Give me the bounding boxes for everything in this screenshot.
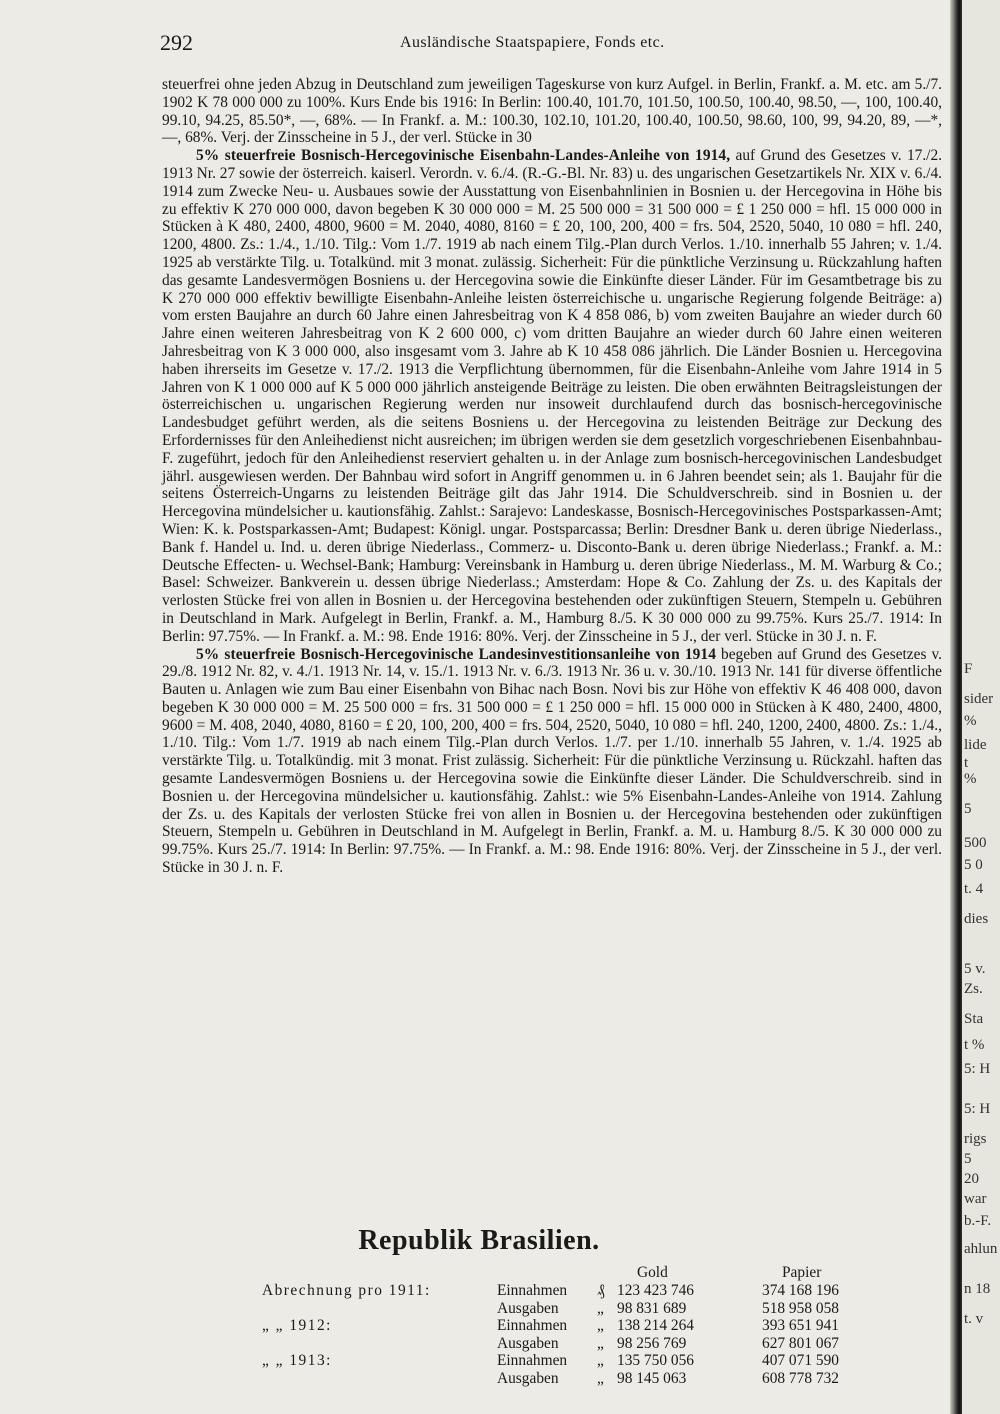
row-label: „ „ 1912: xyxy=(262,1317,332,1335)
adjacent-page-fragment: Sta xyxy=(964,1011,984,1027)
table-row xyxy=(262,1370,882,1388)
adjacent-page-fragment: t xyxy=(964,755,969,771)
currency-mark: „ xyxy=(597,1334,604,1352)
row-kind: Einnahmen xyxy=(497,1282,568,1299)
paper-value: 518 958 058 xyxy=(762,1299,839,1317)
bond-heading: 5% steuerfreie Bosnisch-Hercegovinische Eisenbahn-Landes-Anleihe von 1914, xyxy=(196,147,731,165)
table-row xyxy=(262,1335,882,1353)
adjacent-page-fragment: % xyxy=(964,713,977,729)
adjacent-page-fragment: 500 xyxy=(964,835,987,851)
gold-value: 123 423 746 xyxy=(617,1282,694,1299)
bond-heading: 5% steuerfreie Bosnisch-Hercegovinische Landesinvestitionsanleihe von 1914 xyxy=(196,645,717,663)
budget-table xyxy=(262,1264,882,1388)
column-header-paper: Papier xyxy=(782,1264,822,1281)
section-title: Republik Brasilien. xyxy=(358,1225,600,1256)
adjacent-page-fragment: 5 v. xyxy=(964,961,986,977)
table-row xyxy=(262,1352,882,1370)
adjacent-page-edge xyxy=(962,0,1000,1414)
gold-value: 135 750 056 xyxy=(617,1352,694,1370)
table-row xyxy=(262,1282,882,1300)
adjacent-page-fragment: 5 0 xyxy=(964,857,983,873)
paper-value: 393 651 941 xyxy=(762,1317,839,1335)
paragraph-text: auf Grund des Gesetzes v. 17./2. 1913 Nr. 27 sowie der österreich. kaiserl. Verordn. v. 6./4. (R.-G.-Bl. Nr. 83) u. des ungarischen Gesetzartikels Nr. XIX v. 6./4. 1914 zum Zwecke Neu- u. Ausbaues sowie der Ausstattung von Eisenbahnlinien in Bosnien u. der Hercegovina in Höhe bis zu effektiv K 270 000 000, davon begeben K 30 000 000 = M. 25 500 000 = 31 500 000 = £ 1 250 000 = hfl. 15 000 000 in Stücken à K 480, 2400, 4800, 9600 = M. 2040, 4080, 8160 = £ 20, 100, 200, 400 = frs. 504, 2520, 5040, 10 080 = hfl. 240, 1200, 4800. Zs.: 1./4., 1./10. Tilg.: Vom 1./7. 1919 ab nach einem Tilg.-Plan durch Verlos. 1./10. innerhalb 55 Jahren; v. 1./4. 1925 ab verstärkte Tilg. u. Totalkünd. mit 3 monat. zulässig. Sicherheit: Für die pünktliche Verzinsung u. Rückzahlung haften das gesamte Landesvermögen Bosniens u. der Hercegovina sowie die Einkünfte dieser Länder. Für im Gesamtbetrage bis zu K 270 000 000 effektiv bewilligte Eisenbahn-Anleihe leisten österreichische u. ungarische Regierung folgende Beiträge: a) vom ersten Baujahre an durch 60 Jahre einen Jahresbeitrag von K 4 858 086, b) vom zweiten Baujahre an wieder durch 60 Jahre einen weiteren Jahresbeitrag von K 2 600 000, c) vom dritten Baujahre an wieder durch 60 Jahre einen weiteren Jahresbeitrag von K 3 000 000, also insgesamt vom 3. Jahre ab K 10 458 086 jährlich. Die Länder Bosnien u. Hercegovina haben ihrerseits im Gesetze v. 17./2. 1913 die Verpflichtung übernommen, für die Eisenbahn-Anleihe vom Jahre 1914 in 5 Jahren von K 1 000 000 auf K 5 000 000 jährlich ansteigende Beiträge zu leisten. Die oben erwähnten Beitragsleistungen der österreichischen u. ungarischen Regierung werden nur insoweit durchlaufend durch das bosnisch-hercegovinische Landesbudget geführt werden, als die seitens Bosniens u. der Hercegovina zu leistenden Beiträge zur Deckung des Erfordernisses für den Anleihedienst nicht ausreichen; im übrigen werden sie dem gesetzlich vorgeschriebenen Eisenbahnbau-F. zugeführt, jedoch für den Anleihedienst reserviert gehalten u. in der Anlage zum bosnisch-hercegovinischen Landesbudget jährl. ausgewiesen werden. Der Bahnbau wird sofort in Angriff genommen u. in 6 Jahren beendet sein; als 1. Baujahr für die seitens Österreich-Ungarns zu leistenden Beiträge gilt das Jahr 1914. Die Schuldverschreib. sind in Bosnien u. der Hercegovina mündelsicher u. kautionsfähig. Zahlst.: Sarajevo: Landeskasse, Bosnisch-Hercegovinisches Postsparkassen-Amt; Wien: K. k. Postsparkassen-Amt; Budapest: Königl. ungar. Postsparcassa; Berlin: Dresdner Bank u. deren übrige Niederlass., Bank f. Handel u. Ind. u. deren übrige Niederlass., Commerz- u. Disconto-Bank u. deren übrige Niederlass.; Frankf. a. M.: Deutsche Effecten- u. Wechsel-Bank; Hamburg: Vereinsbank in Hamburg u. deren übrige Niederlass., M. M. Warburg & Co.; Basel: Schweizer. Bankverein u. dessen übrige Niederlass.; Amsterdam: Hope & Co. Zahlung der Zs. u. des Kapitals der verlosten Stücke frei von allen in Bosnien u. der Hercegovina bestehenden oder zukünftigen Steuern, Stempeln u. Gebühren in Deutschland in Mark. Aufgelegt in Berlin, Frankf. a. M., Hamburg 8./5. K 30 000 000 zu 99.75%. Kurs 25./7. 1914: In Berlin: 97.75%. — In Frankf. a. M.: 98. Ende 1916: 80%. Verj. der Zinsscheine in 5 J., der verl. Stücke in 30 J. n. F. xyxy=(162,147,943,645)
adjacent-page-fragment: lide xyxy=(964,737,987,753)
adjacent-page-fragment: dies xyxy=(964,911,989,927)
currency-mark: „ xyxy=(597,1369,604,1387)
adjacent-page-fragment: Zs. xyxy=(964,981,983,997)
running-title: Ausländische Staatspapiere, Fonds etc. xyxy=(400,34,665,51)
paper-value: 608 778 732 xyxy=(762,1369,839,1387)
adjacent-page-fragment: 5 xyxy=(964,801,972,817)
adjacent-page-fragment: t. v xyxy=(964,1311,984,1327)
paper-value: 627 801 067 xyxy=(762,1334,839,1352)
body-text xyxy=(162,76,942,877)
adjacent-page-fragment: t. 4 xyxy=(964,881,984,897)
adjacent-page-fragment: t % xyxy=(964,1037,985,1053)
row-kind: Einnahmen xyxy=(497,1317,568,1335)
currency-mark: ₰ xyxy=(597,1282,605,1299)
adjacent-page-fragment: war xyxy=(964,1191,987,1207)
gold-value: 98 145 063 xyxy=(617,1369,687,1387)
adjacent-page-fragment: b.-F. xyxy=(964,1213,992,1229)
currency-mark: „ xyxy=(597,1352,604,1370)
table-header xyxy=(262,1264,882,1282)
paper-value: 407 071 590 xyxy=(762,1352,839,1370)
adjacent-page-fragment: % xyxy=(964,771,977,787)
paragraph xyxy=(162,76,942,147)
adjacent-page-fragment: 5 xyxy=(964,1151,972,1167)
adjacent-page-fragment: n 18 xyxy=(964,1281,991,1297)
row-kind: Einnahmen xyxy=(497,1352,568,1370)
adjacent-page-fragment: sider xyxy=(964,691,994,707)
page-number: 292 xyxy=(160,30,193,55)
row-label: Abrechnung pro 1911: xyxy=(262,1282,431,1299)
table-row xyxy=(262,1317,882,1335)
gold-value: 98 256 769 xyxy=(617,1334,687,1352)
gold-value: 138 214 264 xyxy=(617,1317,694,1335)
page-header xyxy=(160,30,940,60)
adjacent-page-fragment: rigs xyxy=(964,1131,987,1147)
paragraph-text: begeben auf Grund des Gesetzes v. 29./8. 1912 Nr. 82, v. 4./1. 1913 Nr. 14, v. 15./1. 1913 Nr. v. 6./3. 1913 Nr. 36 u. v. 30./10. 1913 Nr. 141 für diverse öffentliche Bauten u. Anlagen wie zum Bau einer Eisenbahn von Bihac nach Bosn. Novi bis zur Höhe von effektiv K 46 408 000, davon begeben K 30 000 000 = M. 25 500 000 = frs. 31 500 000 = £ 1 250 000 = hfl. 15 000 000 in Stücken à K 480, 2400, 4800, 9600 = M. 408, 2040, 4080, 8160 = £ 20, 100, 200, 400 = frs. 504, 2520, 5040, 10 080 = hfl. 240, 1200, 2400, 4800. Zs.: 1./4., 1./10. Tilg.: Vom 1./7. 1919 ab nach einem Tilg.-Plan durch Verlos. 1./7. per 1./10. innerhalb 55 Jahren, v. 1./4. 1925 ab verstärkte Tilg. u. Totalkündig. mit 3 monat. Frist zulässig. Sicherheit: Für die pünktliche Verzinsung u. Rückzahl. haften das gesamte Landesvermögen Bosniens u. der Hercegovina sowie die Einkünfte dieser Länder. Die Schuldverschreib. sind in Bosnien u. der Hercegovina mündelsicher u. kautionsfähig. Zahlst.: wie 5% Eisenbahn-Landes-Anleihe von 1914. Zahlung der Zs. u. des Kapitals der verlosten Stücke frei von allen in Bosnien u. der Hercegovina bestehenden oder zukünftigen Steuern, Stempeln u. Gebühren in Deutschland in M. Aufgelegt in Berlin, Frankf. a. M. u. Hamburg 8./5. K 30 000 000 zu 99.75%. Kurs 25./7. 1914: In Berlin: 97.75%. — In Frankf. a. M.: 98. Ende 1916: 80%. Verj. der Zinsscheine in 5 J., der verl. Stücke in 30 J. n. F. xyxy=(162,645,942,877)
column-header-gold: Gold xyxy=(637,1264,668,1281)
currency-mark: „ xyxy=(597,1317,604,1335)
row-kind: Ausgaben xyxy=(497,1299,559,1317)
adjacent-page-fragment: 5: H xyxy=(964,1101,991,1117)
adjacent-page-fragment: 20 xyxy=(964,1171,979,1187)
adjacent-page-fragment: 5: H xyxy=(964,1061,991,1077)
paper-value: 374 168 196 xyxy=(762,1282,839,1299)
table-row xyxy=(262,1300,882,1318)
paragraph-text: steuerfrei ohne jeden Abzug in Deutschland zum jeweiligen Tageskurse von kurz Aufgel. in Berlin, Frankf. a. M. etc. am 5./7. 1902 K 78 000 000 zu 100%. Kurs Ende bis 1916: In Berlin: 100.40, 101.70, 101.50, 100.50, 100.40, 98.50, —, 100, 100.40, 99.10, 94.25, 85.50*, —, 68%. — In Frankf. a. M.: 100.30, 102.10, 101.20, 100.40, 100.50, 98.60, 100, 99, 94.20, 89, —*, —, 68%. Verj. der Zinsscheine in 5 J., der verl. Stücke in 30 xyxy=(162,76,942,147)
adjacent-page-fragment: F xyxy=(964,661,973,677)
gold-value: 98 831 689 xyxy=(617,1299,687,1317)
table-body xyxy=(262,1282,882,1388)
row-kind: Ausgaben xyxy=(497,1369,559,1387)
row-label: „ „ 1913: xyxy=(262,1352,332,1370)
paragraph xyxy=(162,147,942,645)
adjacent-page-fragment: ahlun xyxy=(964,1241,998,1257)
currency-mark: „ xyxy=(597,1299,604,1317)
row-kind: Ausgaben xyxy=(497,1334,559,1352)
paragraph xyxy=(162,646,942,877)
